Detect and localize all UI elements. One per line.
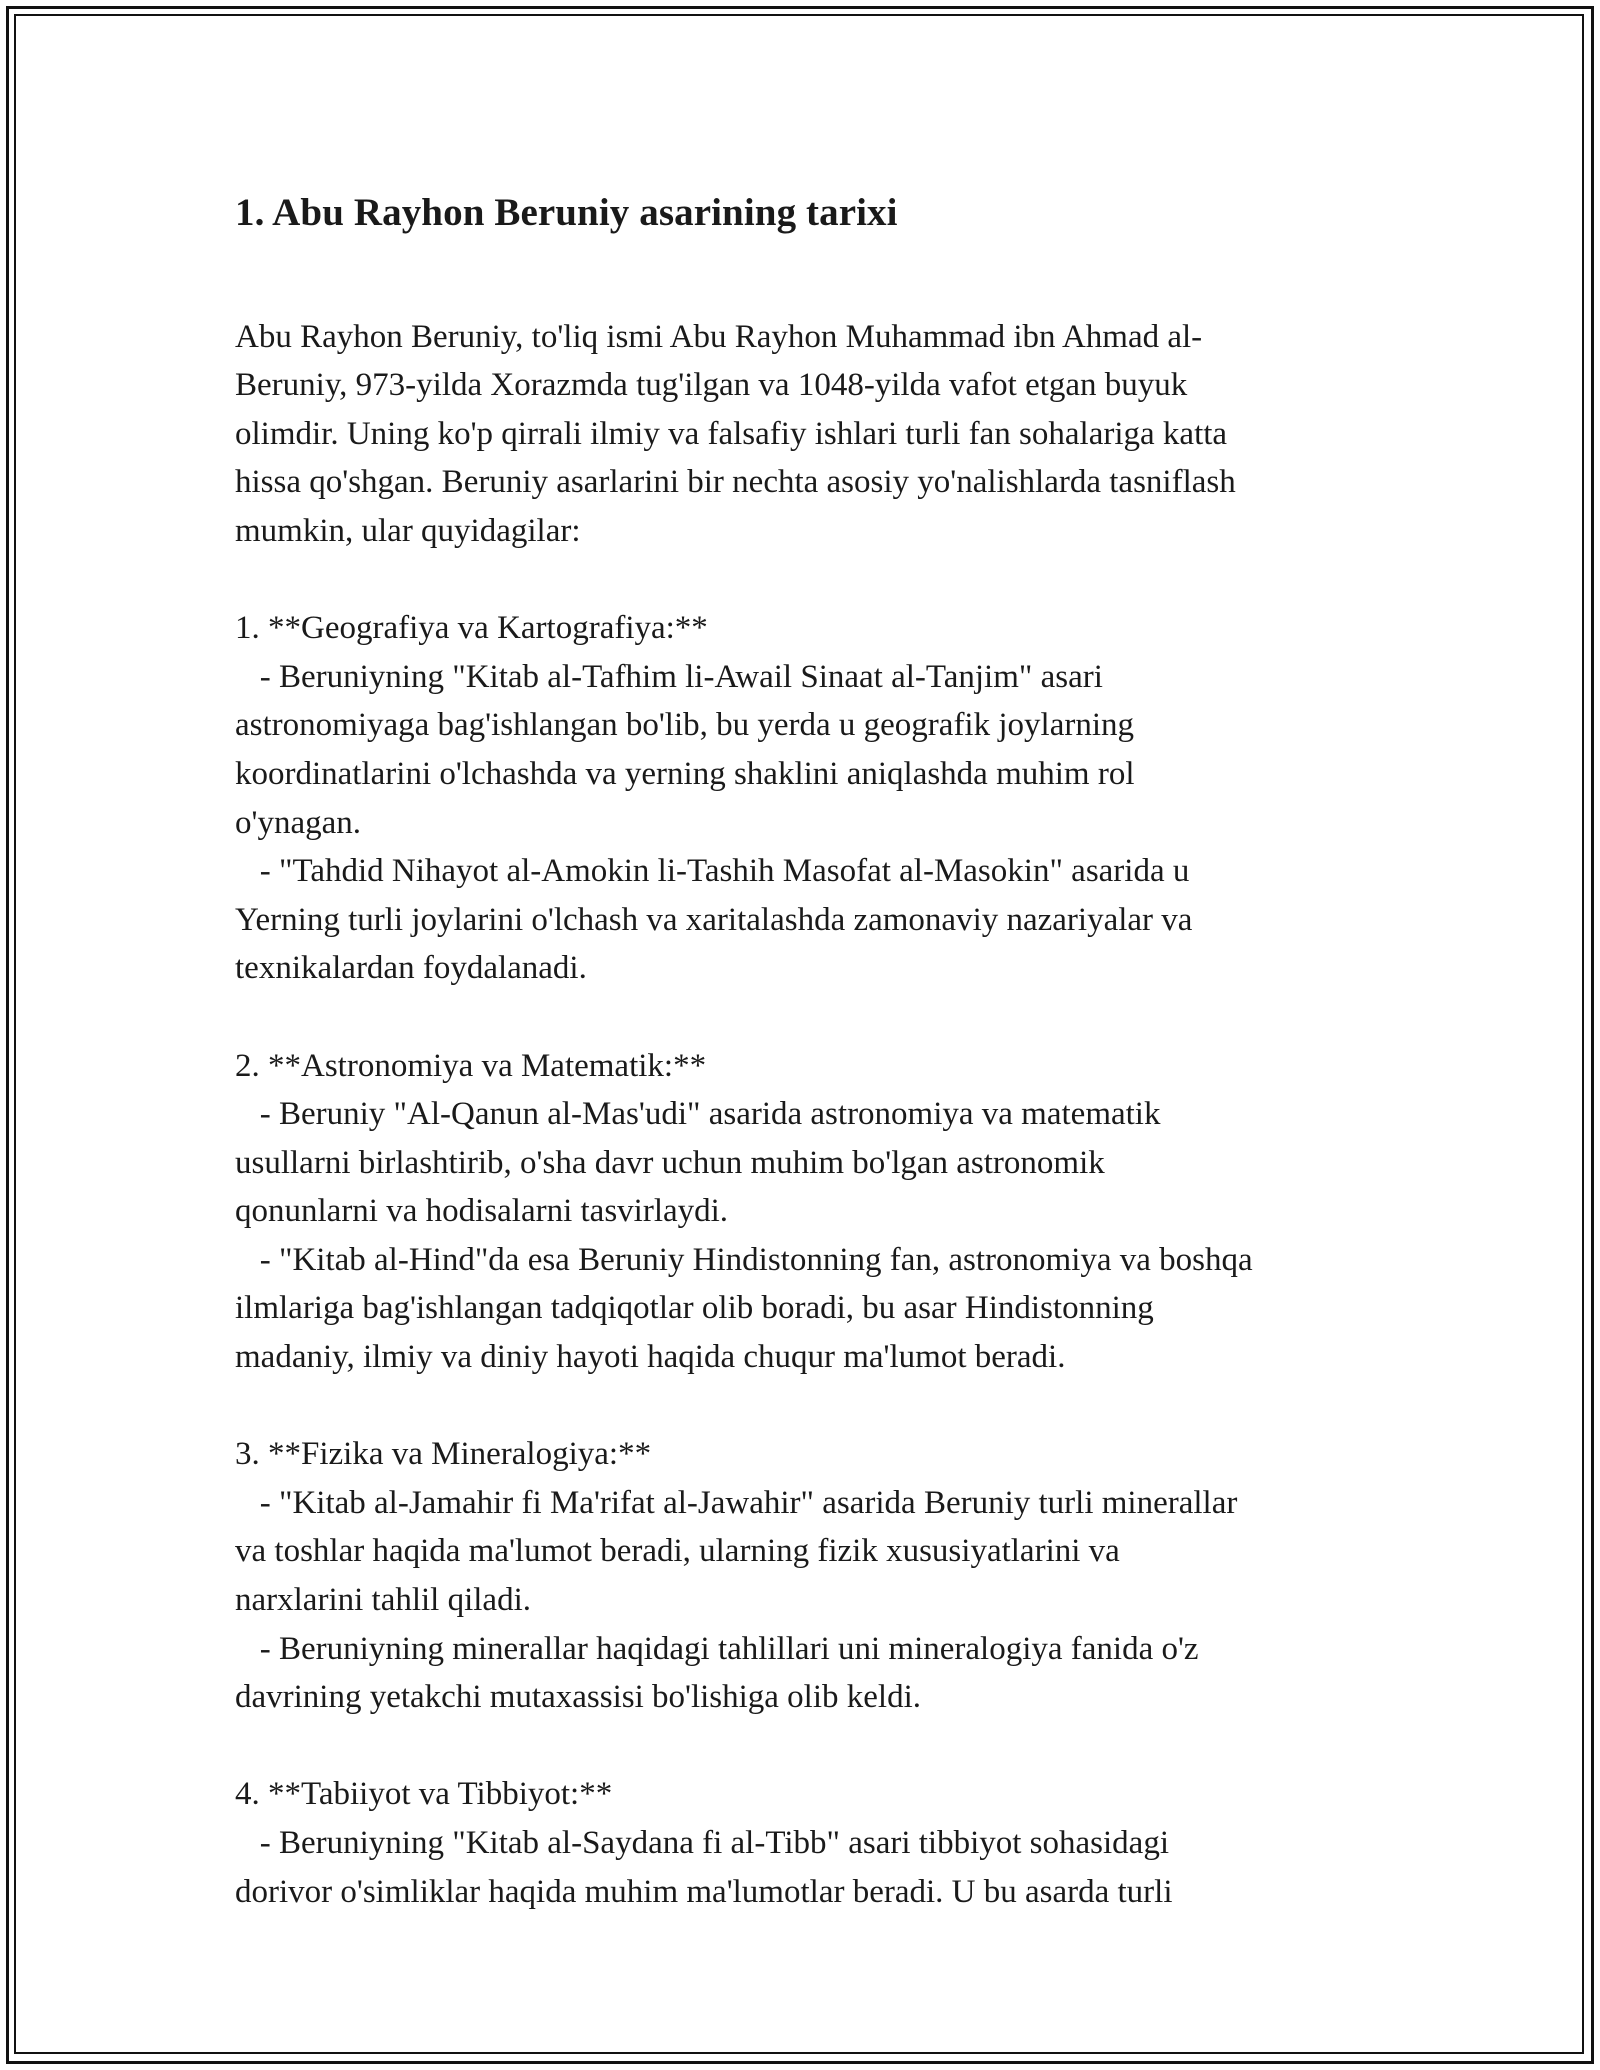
text-line: qonunlarni va hodisalarni tasvirlaydi. [235, 1193, 729, 1230]
document-text [235, 264, 1385, 2013]
document-body [235, 184, 1385, 2013]
text-line: madaniy, ilmiy va diniy hayoti haqida chuqur ma'lumot beradi. [235, 1339, 1066, 1376]
blank-line [235, 993, 1385, 1042]
section-heading-tabiiyot: 4. **Tabiiyot va Tibbiyot:** [235, 1776, 613, 1813]
text-line: usullarni birlashtirib, o'sha davr uchun muhim bo'lgan astronomik [235, 1144, 1105, 1181]
text-line: Abu Rayhon Beruniy, to'liq ismi Abu Rayhon Muhammad ibn Ahmad al- [235, 318, 1203, 355]
text-line: - "Tahdid Nihayot al-Amokin li-Tashih Masofat al-Masokin" asarida u [235, 853, 1190, 890]
text-line: narxlarini tahlil qiladi. [235, 1582, 532, 1619]
text-line: o'ynagan. [235, 804, 361, 841]
text-line: - Beruniyning "Kitab al-Saydana fi al-Tibb" asari tibbiyot sohasidagi [235, 1825, 1169, 1861]
text-line: texnikalardan foydalanadi. [235, 950, 587, 987]
text-line: astronomiyaga bag'ishlangan bo'lib, bu yerda u geografik joylarning [235, 707, 1134, 744]
text-line: Yerning turli joylarini o'lchash va xaritalashda zamonaviy nazariyalar va [235, 901, 1193, 938]
text-line: olimdir. Uning ko'p qirrali ilmiy va falsafiy ishlari turli fan sohalariga katta [235, 415, 1228, 452]
document-title: 1. Abu Rayhon Beruniy asarining tarixi [235, 191, 898, 234]
text-line: ilmlariga bag'ishlangan tadqiqotlar olib boradi, bu asar Hindistonning [235, 1290, 1154, 1327]
text-line: koordinatlarini o'lchashda va yerning shaklini aniqlashda muhim rol [235, 755, 1135, 792]
blank-line [235, 1722, 1385, 1771]
text-line: - Beruniy "Al-Qanun al-Mas'udi" asarida astronomiya va matematik [235, 1096, 1161, 1133]
text-line: - "Kitab al-Hind"da esa Beruniy Hindistonning fan, astronomiya va boshqa [235, 1241, 1253, 1278]
text-line: - Beruniyning minerallar haqidagi tahlillari uni mineralogiya fanida o'z [235, 1630, 1199, 1667]
text-line: dorivor o'simliklar haqida muhim ma'lumotlar beradi. U bu asarda turli [235, 1873, 1173, 1910]
section-heading-geografiya: 1. **Geografiya va Kartografiya:** [235, 610, 708, 647]
blank-line [235, 556, 1385, 605]
text-line: Beruniy, 973-yilda Xorazmda tug'ilgan va 1048-yilda vafot etgan buyuk [235, 367, 1188, 404]
section-heading-fizika: 3. **Fizika va Mineralogiya:** [235, 1436, 652, 1473]
text-line: davrining yetakchi mutaxassisi bo'lishiga olib keldi. [235, 1679, 922, 1716]
blank-line [235, 1382, 1385, 1431]
text-line: mumkin, ular quyidagilar: [235, 512, 581, 549]
text-line: - Beruniyning "Kitab al-Tafhim li-Awail Sinaat al-Tanjim" asari [235, 658, 1103, 695]
text-line: hissa qo'shgan. Beruniy asarlarini bir nechta asosiy yo'nalishlarda tasniflash [235, 464, 1236, 501]
section-heading-astronomiya: 2. **Astronomiya va Matematik:** [235, 1047, 707, 1084]
text-line: va toshlar haqida ma'lumot beradi, ularning fizik xususiyatlarini va [235, 1533, 1120, 1570]
text-line: - "Kitab al-Jamahir fi Ma'rifat al-Jawahir" asarida Beruniy turli minerallar [235, 1484, 1238, 1521]
